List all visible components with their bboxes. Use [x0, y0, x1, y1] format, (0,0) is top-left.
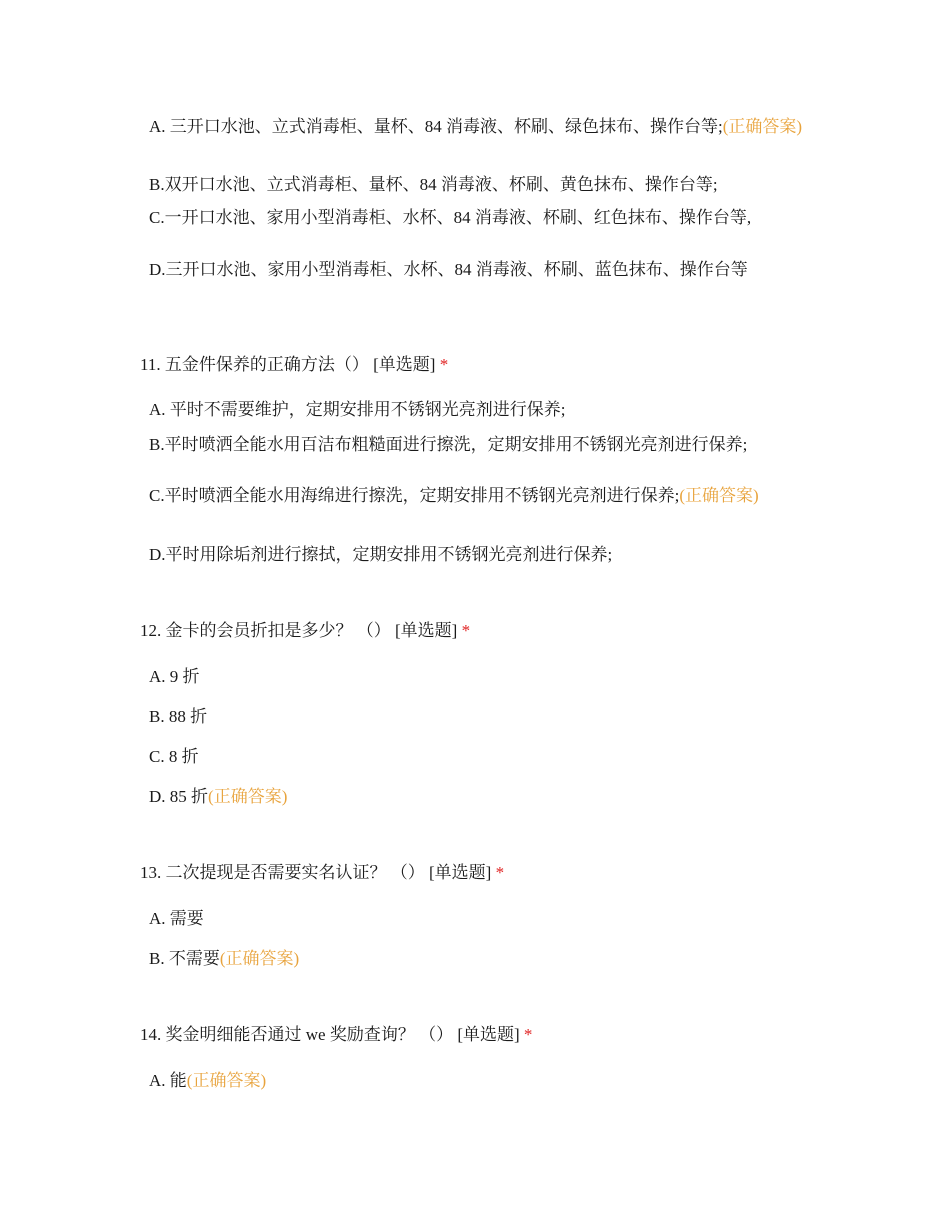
q12-option-b: B. 88 折 [149, 707, 208, 726]
q10-option-a: A. 三开口水池、立式消毒柜、量杯、84 消毒液、杯刷、绿色抹布、操作台等;(正确答案) [149, 117, 803, 136]
q12-option-d: D. 85 折(正确答案) [149, 787, 288, 806]
required-marker: * [461, 621, 471, 640]
correct-answer-marker: (正确答案) [208, 787, 288, 806]
question-title: 14. 奖金明细能否通过 we 奖励查询？ （） [单选题] * [140, 1025, 533, 1044]
correct-answer-marker: (正确答案) [679, 486, 759, 505]
q10-option-b: B.双开口水池、立式消毒柜、量杯、84 消毒液、杯刷、黄色抹布、操作台等; [149, 175, 718, 194]
correct-answer-marker: (正确答案) [186, 1071, 267, 1090]
q13-option-b: B. 不需要(正确答案) [149, 949, 300, 968]
question-title: 12. 金卡的会员折扣是多少？ （） [单选题] * [140, 621, 471, 640]
q14-option-a: A. 能(正确答案) [149, 1071, 267, 1090]
required-marker: * [495, 863, 505, 882]
q10-option-c: C.一开口水池、家用小型消毒柜、水杯、84 消毒液、杯刷、红色抹布、操作台等, [149, 208, 752, 227]
q12-option-c: C. 8 折 [149, 747, 199, 766]
q11-option-a: A. 平时不需要维护，定期安排用不锈钢光亮剂进行保养; [149, 400, 566, 419]
required-marker: * [523, 1025, 533, 1044]
q10-option-d: D.三开口水池、家用小型消毒柜、水杯、84 消毒液、杯刷、蓝色抹布、操作台等 [149, 260, 748, 279]
correct-answer-marker: (正确答案) [219, 949, 300, 968]
required-marker: * [439, 355, 449, 374]
q11-option-d: D.平时用除垢剂进行擦拭，定期安排用不锈钢光亮剂进行保养; [149, 545, 613, 564]
correct-answer-marker: (正确答案) [722, 117, 803, 136]
q13-option-a: A. 需要 [149, 909, 204, 928]
q11-option-c: C.平时喷洒全能水用海绵进行擦洗，定期安排用不锈钢光亮剂进行保养;(正确答案) [149, 486, 759, 505]
q12-option-a: A. 9 折 [149, 667, 200, 686]
question-title: 13. 二次提现是否需要实名认证？ （） [单选题] * [140, 863, 505, 882]
question-title: 11. 五金件保养的正确方法（） [单选题] * [140, 355, 449, 374]
q11-option-b: B.平时喷洒全能水用百洁布粗糙面进行擦洗，定期安排用不锈钢光亮剂进行保养; [149, 435, 748, 454]
